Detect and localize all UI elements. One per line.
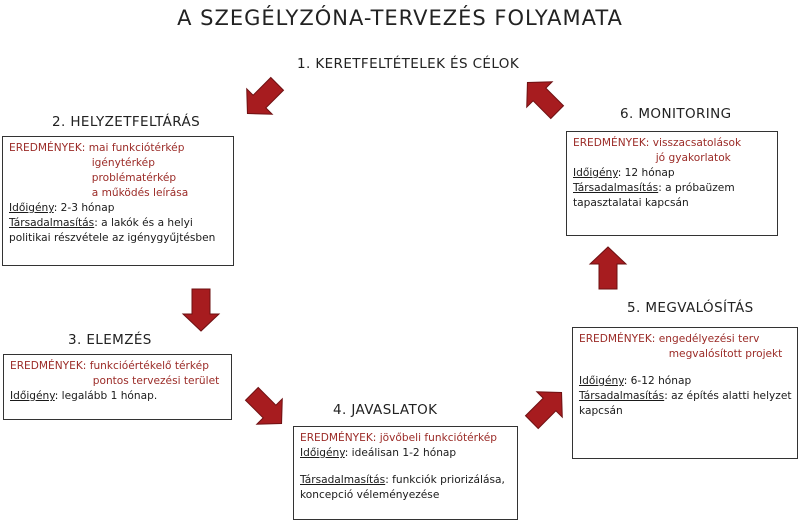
results-label: EREDMÉNYEK:: [300, 432, 377, 444]
stage-5-results: [579, 332, 791, 362]
social-label: Társadalmasítás: [300, 474, 386, 486]
time-label: Időigény: [10, 390, 55, 402]
stage-6-time: Időigény: 12 hónap: [573, 167, 675, 179]
time-label: Időigény: [573, 167, 618, 179]
time-label: Időigény: [579, 375, 624, 387]
stage-2-results: [9, 141, 227, 201]
social-label: Társadalmasítás: [573, 182, 659, 194]
arrow-3-to-4: [243, 388, 289, 428]
result-item: problématérkép: [91, 172, 177, 184]
stage-5-social: Társadalmasítás: az építés alatti helyzet: [579, 390, 792, 402]
stage-6-social: Társadalmasítás: a próbaüzem: [573, 182, 735, 194]
time-value: 12 hónap: [624, 167, 675, 179]
stage-5-social-cont: kapcsán: [579, 405, 623, 417]
result-item: engedélyezési terv: [658, 333, 760, 345]
result-item: jövőbeli funkciótérkép: [379, 432, 497, 444]
result-item: igénytérkép: [91, 157, 155, 169]
social-value: a próbaüzem: [665, 182, 735, 194]
stage-4-title: 4. JAVASLATOK: [333, 402, 438, 418]
stage-4-box: [293, 426, 518, 520]
result-item: funkcióértékelő térkép: [89, 360, 209, 372]
stage-2-social: Társadalmasítás: a lakók és a helyi: [9, 217, 193, 229]
stage-5-box: [572, 327, 798, 459]
stage-4-social-cont: koncepció véleményezése: [300, 489, 440, 501]
result-item: visszacsatolások: [652, 137, 742, 149]
time-value: legalább 1 hónap.: [61, 390, 158, 402]
time-value: ideálisan 1-2 hónap: [351, 447, 457, 459]
stage-3-box: [3, 354, 232, 420]
stage-3-time: Időigény: legalább 1 hónap.: [10, 390, 158, 402]
stage-2-social-cont: politikai részvétele az igénygyűjtésben: [9, 232, 216, 244]
stage-3-title: 3. ELEMZÉS: [68, 332, 152, 348]
social-label: Társadalmasítás: [9, 217, 95, 229]
time-value: 6-12 hónap: [630, 375, 692, 387]
stage-5-title: 5. MEGVALÓSÍTÁS: [627, 300, 754, 316]
result-item: pontos tervezési terület: [92, 375, 220, 387]
stage-6-box: [566, 131, 778, 236]
arrow-5-to-6: [585, 248, 631, 290]
arrow-1-to-2: [240, 78, 286, 118]
stage-1-title: 1. KERETFELTÉTELEK ÉS CÉLOK: [297, 56, 520, 72]
stage-6-title: 6. MONITORING: [620, 106, 732, 122]
stage-4-results: [300, 431, 511, 446]
stage-2-title: 2. HELYZETFELTÁRÁS: [52, 114, 201, 130]
time-label: Időigény: [9, 202, 54, 214]
social-value: az építés alatti helyzet: [671, 390, 792, 402]
result-item: mai funkciótérkép: [88, 142, 185, 154]
result-item: jó gyakorlatok: [655, 152, 731, 164]
social-label: Társadalmasítás: [579, 390, 665, 402]
stage-2-time: Időigény: 2-3 hónap: [9, 202, 115, 214]
social-value: funkciók priorizálása,: [392, 474, 505, 486]
stage-3-results: [10, 359, 225, 389]
arrow-4-to-5: [523, 388, 569, 428]
diagram-title: A SZEGÉLYZÓNA-TERVEZÉS FOLYAMATA: [177, 6, 623, 30]
time-value: 2-3 hónap: [60, 202, 115, 214]
stage-2-box: [2, 136, 234, 266]
arrow-2-to-3: [178, 288, 224, 330]
results-label: EREDMÉNYEK:: [10, 360, 87, 372]
stage-6-social-cont: tapasztalatai kapcsán: [573, 197, 689, 209]
results-label: EREDMÉNYEK:: [9, 142, 86, 154]
arrow-6-to-1: [520, 78, 566, 118]
results-label: EREDMÉNYEK:: [579, 333, 656, 345]
result-item: megvalósított projekt: [668, 348, 783, 360]
results-label: EREDMÉNYEK:: [573, 137, 650, 149]
social-value: a lakók és a helyi: [101, 217, 193, 229]
time-label: Időigény: [300, 447, 345, 459]
result-item: a működés leírása: [91, 187, 189, 199]
stage-6-results: [573, 136, 771, 166]
stage-4-time: Időigény: ideálisan 1-2 hónap: [300, 447, 457, 459]
stage-5-time: Időigény: 6-12 hónap: [579, 375, 692, 387]
stage-4-social: Társadalmasítás: funkciók priorizálása,: [300, 474, 505, 486]
